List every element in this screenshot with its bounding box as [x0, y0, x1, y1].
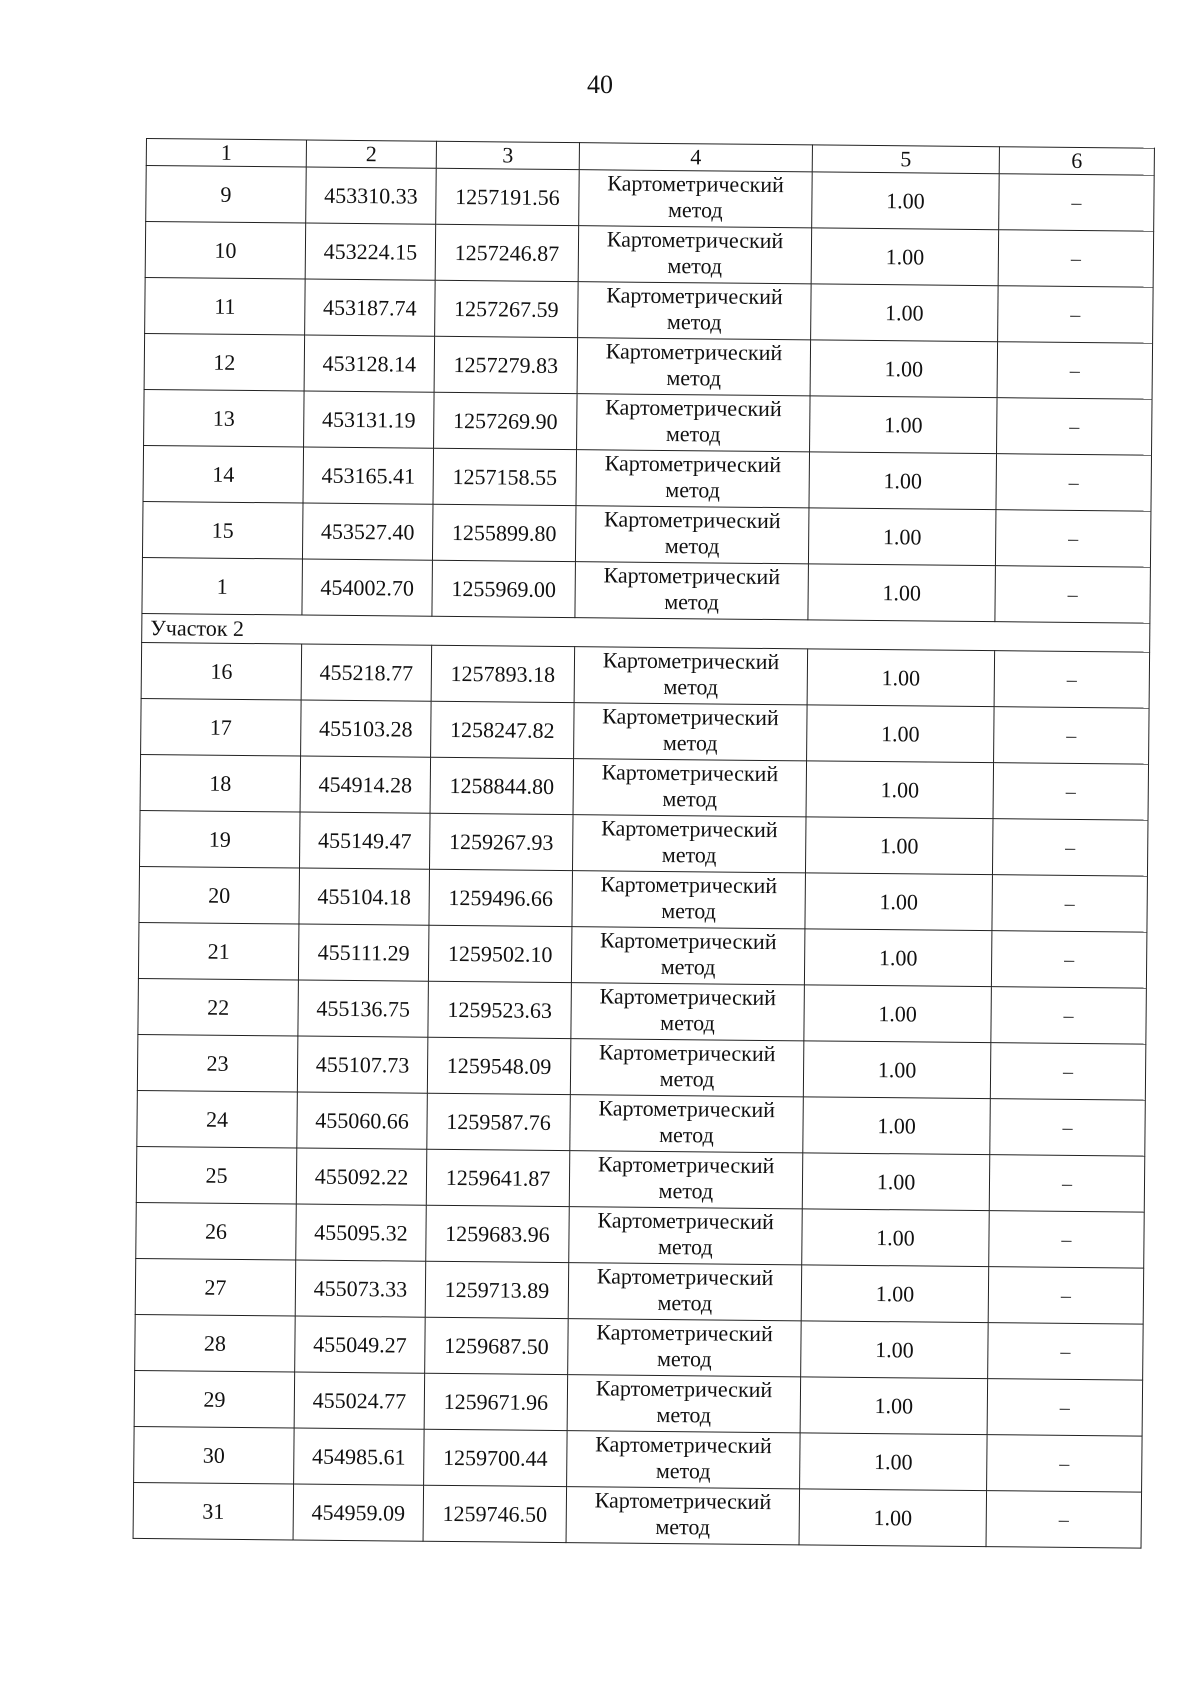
table-row: [140, 810, 1148, 876]
method-cell: [570, 1095, 804, 1153]
x-coordinate-cell: 455060.66: [297, 1092, 428, 1149]
precision-cell: 1.00: [808, 564, 996, 622]
table-row: [137, 1090, 1145, 1156]
x-coordinate-cell: 455218.77: [301, 644, 432, 701]
note-cell: –: [986, 1491, 1142, 1548]
table-row: [141, 698, 1149, 764]
method-line: Картометрический: [599, 927, 777, 955]
method-line: метод: [665, 477, 721, 503]
method-cell: [579, 170, 813, 228]
method-line: Картометрический: [598, 1095, 776, 1123]
method-line: Картометрический: [603, 506, 781, 534]
y-coordinate-cell: 1259683.96: [426, 1205, 570, 1262]
coordinates-table: [133, 138, 1155, 1549]
precision-cell: 1.00: [802, 1153, 990, 1211]
y-coordinate-cell: 1258844.80: [430, 757, 574, 814]
page-number: 40: [587, 70, 613, 99]
method-line: Картометрический: [602, 647, 780, 675]
note-cell: –: [993, 763, 1149, 820]
method-line: Картометрический: [598, 1039, 776, 1067]
point-number-cell: 12: [144, 333, 305, 391]
note-cell: –: [987, 1435, 1143, 1492]
method-line: Картометрический: [597, 1151, 775, 1179]
table-row: [135, 1314, 1143, 1380]
coordinates-table-container: [133, 138, 1154, 1549]
table-row: [133, 1482, 1141, 1548]
method-cell: [578, 226, 812, 284]
table-row: [145, 222, 1153, 288]
method-cell: [569, 1151, 803, 1209]
point-number-cell: 15: [142, 501, 303, 559]
precision-cell: 1.00: [799, 1489, 987, 1547]
precision-cell: 1.00: [807, 705, 995, 763]
precision-cell: 1.00: [804, 929, 992, 987]
y-coordinate-cell: 1259713.89: [425, 1261, 569, 1318]
method-line: Картометрический: [596, 1319, 773, 1347]
x-coordinate-cell: 453165.41: [303, 447, 434, 504]
note-cell: –: [990, 1043, 1146, 1100]
point-number-cell: 31: [133, 1482, 294, 1540]
precision-cell: 1.00: [803, 1041, 991, 1099]
method-line: Картометрический: [600, 871, 778, 899]
y-coordinate-cell: 1258247.82: [431, 701, 575, 758]
point-number-cell: 14: [143, 445, 304, 503]
point-number-cell: 26: [136, 1202, 297, 1260]
table-row: [135, 1258, 1143, 1324]
method-line: метод: [656, 1401, 712, 1428]
x-coordinate-cell: 455107.73: [297, 1036, 428, 1093]
method-cell: [575, 506, 809, 564]
method-line: Картометрический: [602, 703, 779, 731]
precision-cell: 1.00: [808, 508, 996, 566]
y-coordinate-cell: 1257893.18: [431, 645, 575, 702]
method-cell: [567, 1375, 801, 1433]
method-cell: [567, 1431, 801, 1489]
method-line: Картометрический: [603, 562, 781, 590]
precision-cell: 1.00: [811, 284, 999, 342]
method-cell: [578, 282, 812, 340]
method-line: метод: [655, 1457, 711, 1484]
table-row: [142, 557, 1150, 623]
point-number-cell: 18: [140, 754, 301, 812]
point-number-cell: 30: [134, 1426, 295, 1484]
note-cell: –: [995, 510, 1151, 567]
x-coordinate-cell: 454914.28: [300, 756, 431, 813]
method-line: Картометрический: [599, 983, 777, 1011]
precision-cell: 1.00: [812, 172, 1000, 230]
x-coordinate-cell: 455049.27: [295, 1316, 426, 1373]
method-cell: [566, 1487, 800, 1545]
note-cell: –: [997, 398, 1153, 455]
note-cell: –: [987, 1379, 1143, 1436]
method-cell: [574, 647, 808, 705]
point-number-cell: 25: [136, 1146, 297, 1204]
y-coordinate-cell: 1255899.80: [432, 504, 576, 561]
table-row: [136, 1146, 1144, 1212]
x-coordinate-cell: 455111.29: [298, 924, 429, 981]
x-coordinate-cell: 455092.22: [296, 1148, 427, 1205]
precision-cell: 1.00: [800, 1377, 988, 1435]
point-number-cell: 1: [142, 557, 303, 615]
method-line: метод: [659, 1121, 714, 1148]
method-cell: [571, 927, 805, 985]
method-line: метод: [667, 197, 723, 223]
x-coordinate-cell: 453224.15: [305, 223, 436, 280]
note-cell: –: [991, 987, 1147, 1044]
y-coordinate-cell: 1257279.83: [434, 336, 578, 393]
precision-cell: 1.00: [811, 228, 999, 286]
point-number-cell: 28: [135, 1314, 296, 1372]
column-header-4: 4: [579, 143, 812, 172]
table-row: [138, 922, 1146, 988]
note-cell: –: [996, 454, 1152, 511]
y-coordinate-cell: 1259746.50: [423, 1485, 567, 1542]
method-cell: [574, 703, 808, 761]
precision-cell: 1.00: [805, 817, 993, 875]
y-coordinate-cell: 1259267.93: [429, 813, 573, 870]
y-coordinate-cell: 1259587.76: [427, 1093, 571, 1150]
method-line: метод: [662, 729, 718, 756]
point-number-cell: 13: [144, 389, 305, 447]
x-coordinate-cell: 453131.19: [304, 391, 435, 448]
method-line: метод: [666, 309, 722, 335]
point-number-cell: 21: [138, 922, 299, 980]
x-coordinate-cell: 455024.77: [294, 1372, 425, 1429]
method-line: метод: [667, 253, 723, 279]
method-cell: [572, 815, 806, 873]
table-row: [145, 277, 1153, 343]
precision-cell: 1.00: [801, 1265, 989, 1323]
method-line: метод: [661, 841, 717, 868]
point-number-cell: 29: [134, 1370, 295, 1428]
method-line: Картометрический: [601, 759, 779, 787]
y-coordinate-cell: 1259502.10: [428, 925, 572, 982]
method-line: Картометрический: [605, 338, 783, 366]
x-coordinate-cell: 453527.40: [302, 503, 433, 560]
precision-cell: 1.00: [810, 396, 998, 454]
point-number-cell: 9: [146, 166, 307, 224]
note-cell: –: [992, 819, 1148, 876]
method-line: Картометрический: [601, 815, 778, 843]
y-coordinate-cell: 1259641.87: [426, 1149, 570, 1206]
x-coordinate-cell: 455136.75: [298, 980, 429, 1037]
x-coordinate-cell: 455104.18: [299, 868, 430, 925]
y-coordinate-cell: 1259671.96: [424, 1373, 568, 1430]
table-row: [141, 642, 1149, 708]
note-cell: –: [990, 1099, 1146, 1156]
precision-cell: 1.00: [810, 340, 998, 398]
method-line: Картометрический: [607, 170, 784, 198]
note-cell: –: [992, 875, 1148, 932]
table-row: [142, 501, 1150, 567]
table-row: [140, 754, 1148, 820]
method-line: метод: [655, 1513, 711, 1540]
method-line: метод: [658, 1177, 714, 1204]
y-coordinate-cell: 1257158.55: [433, 448, 577, 505]
x-coordinate-cell: 455095.32: [296, 1204, 427, 1261]
y-coordinate-cell: 1255969.00: [432, 560, 576, 617]
y-coordinate-cell: 1257191.56: [436, 168, 580, 225]
method-line: метод: [665, 421, 721, 447]
method-cell: [575, 562, 809, 620]
column-header-5: 5: [812, 145, 999, 174]
point-number-cell: 10: [145, 222, 306, 280]
note-cell: –: [998, 286, 1154, 343]
point-number-cell: 16: [141, 642, 302, 700]
point-number-cell: 27: [135, 1258, 296, 1316]
method-cell: [569, 1207, 803, 1265]
method-line: метод: [664, 532, 720, 559]
method-line: метод: [661, 897, 717, 924]
section-label: Участок 2: [142, 613, 1150, 652]
point-number-cell: 20: [139, 866, 300, 924]
method-cell: [572, 871, 806, 929]
x-coordinate-cell: 455073.33: [295, 1260, 426, 1317]
table-row: [143, 445, 1151, 511]
method-line: Картометрический: [606, 226, 784, 254]
note-cell: –: [988, 1323, 1144, 1380]
method-line: Картометрический: [606, 282, 783, 310]
column-header-3: 3: [436, 141, 579, 169]
point-number-cell: 19: [140, 810, 301, 868]
column-header-1: 1: [146, 139, 306, 168]
point-number-cell: 24: [137, 1090, 298, 1148]
y-coordinate-cell: 1259523.63: [428, 981, 572, 1038]
precision-cell: 1.00: [807, 649, 995, 707]
table-row: [144, 389, 1152, 455]
method-cell: [577, 394, 811, 452]
method-cell: [576, 450, 810, 508]
precision-cell: 1.00: [804, 985, 992, 1043]
note-cell: –: [994, 651, 1150, 708]
method-line: метод: [657, 1233, 713, 1260]
method-line: метод: [660, 953, 716, 980]
method-line: метод: [659, 1065, 715, 1092]
method-line: Картометрический: [596, 1263, 774, 1291]
y-coordinate-cell: 1259700.44: [424, 1429, 568, 1486]
note-cell: –: [991, 931, 1147, 988]
y-coordinate-cell: 1259496.66: [429, 869, 573, 926]
precision-cell: 1.00: [805, 873, 993, 931]
table-body: [133, 139, 1154, 1549]
method-line: Картометрический: [605, 394, 782, 422]
table-row: [134, 1426, 1142, 1492]
x-coordinate-cell: 454985.61: [294, 1428, 425, 1485]
method-line: Картометрический: [594, 1487, 772, 1515]
method-line: Картометрический: [604, 450, 782, 478]
x-coordinate-cell: 454959.09: [293, 1484, 424, 1541]
x-coordinate-cell: 453187.74: [305, 279, 436, 336]
column-header-2: 2: [306, 140, 436, 168]
table-row: [139, 866, 1147, 932]
table-row: [137, 1034, 1145, 1100]
note-cell: –: [997, 342, 1153, 399]
table-row: [136, 1202, 1144, 1268]
note-cell: –: [999, 174, 1155, 231]
method-line: метод: [662, 785, 718, 812]
precision-cell: 1.00: [806, 761, 994, 819]
method-line: Картометрический: [595, 1431, 772, 1459]
x-coordinate-cell: 455149.47: [299, 812, 430, 869]
note-cell: –: [989, 1211, 1145, 1268]
point-number-cell: 11: [145, 277, 306, 335]
point-number-cell: 22: [138, 978, 299, 1036]
method-line: метод: [656, 1345, 712, 1372]
y-coordinate-cell: 1259687.50: [425, 1317, 569, 1374]
y-coordinate-cell: 1259548.09: [427, 1037, 571, 1094]
x-coordinate-cell: 454002.70: [302, 559, 433, 616]
note-cell: –: [995, 566, 1151, 623]
method-line: Картометрический: [597, 1207, 774, 1235]
table-row: [138, 978, 1146, 1044]
precision-cell: 1.00: [809, 452, 997, 510]
precision-cell: 1.00: [803, 1097, 991, 1155]
y-coordinate-cell: 1257246.87: [435, 224, 579, 281]
method-line: метод: [663, 673, 719, 700]
x-coordinate-cell: 453310.33: [306, 167, 437, 224]
method-cell: [570, 1039, 804, 1097]
precision-cell: 1.00: [800, 1433, 988, 1491]
note-cell: –: [994, 707, 1150, 764]
method-line: метод: [666, 365, 722, 391]
method-line: метод: [660, 1009, 715, 1036]
method-cell: [571, 983, 805, 1041]
y-coordinate-cell: 1257269.90: [434, 392, 578, 449]
method-line: метод: [657, 1289, 713, 1316]
method-line: метод: [664, 588, 719, 615]
method-cell: [577, 338, 811, 396]
x-coordinate-cell: 455103.28: [301, 700, 432, 757]
table-row: [144, 333, 1152, 399]
note-cell: –: [998, 230, 1154, 287]
method-line: Картометрический: [595, 1375, 773, 1403]
column-header-6: 6: [999, 147, 1154, 175]
method-cell: [568, 1319, 802, 1377]
point-number-cell: 23: [137, 1034, 298, 1092]
table-row: [134, 1370, 1142, 1436]
note-cell: –: [988, 1267, 1144, 1324]
point-number-cell: 17: [141, 698, 302, 756]
precision-cell: 1.00: [801, 1321, 989, 1379]
note-cell: –: [989, 1155, 1145, 1212]
method-cell: [568, 1263, 802, 1321]
x-coordinate-cell: 453128.14: [304, 335, 435, 392]
y-coordinate-cell: 1257267.59: [435, 280, 579, 337]
table-row: [146, 166, 1154, 232]
precision-cell: 1.00: [802, 1209, 990, 1267]
method-cell: [573, 759, 807, 817]
